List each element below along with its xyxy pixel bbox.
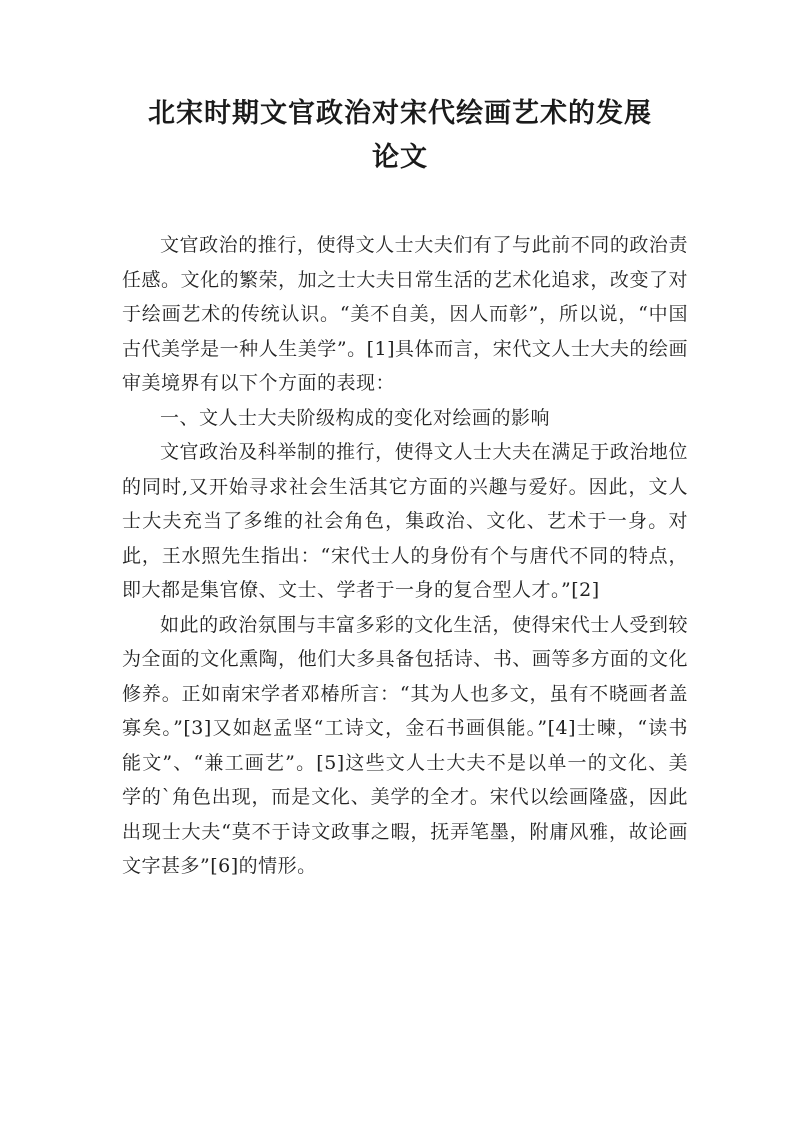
section-heading: 一、文人士大夫阶级构成的变化对绘画的影响: [160, 406, 551, 429]
paragraph: 文官政治及科举制的推行，使得文人士大夫在满足于政治地位的同时,又开始寻求社会生活其它方面的兴趣与爱好。因此，文人士大夫充当了多维的社会角色，集政治、文化、艺术于一身。对此，王水照先生指出：“宋代士人的身份有个与唐代不同的特点，即大都是集官僚、文士、学者于一身的复合型人才。”[2]: [122, 441, 688, 601]
document-body: [122, 228, 688, 884]
document-title: [0, 92, 800, 180]
paragraph: 文官政治的推行，使得文人士大夫们有了与此前不同的政治责任感。文化的繁荣，加之士大夫日常生活的艺术化追求，改变了对于绘画艺术的传统认识。“美不自美，因人而彰”，所以说，“中国古代美学是一种人生美学”。[1]具体而言，宋代文人士大夫的绘画审美境界有以下个方面的表现：: [122, 234, 688, 394]
title-line-1: 北宋时期文官政治对宋代绘画艺术的发展: [148, 98, 652, 129]
title-line-2: 论文: [372, 142, 428, 173]
paragraph: 如此的政治氛围与丰富多彩的文化生活，使得宋代士人受到较为全面的文化熏陶，他们大多具备包括诗、书、画等多方面的文化修养。正如南宋学者邓椿所言：“其为人也多文，虽有不晓画者盖寡矣。”[3]又如赵孟坚“工诗文，金石书画俱能。”[4]士暕，“读书能文”、“兼工画艺”。[5]这些文人士大夫不是以单一的文化、美学的`角色出现，而是文化、美学的全才。宋代以绘画隆盛，因此出现士大夫“莫不于诗文政事之暇，抚弄笔墨，附庸风雅，故论画文字甚多”[6]的情形。: [122, 613, 688, 877]
